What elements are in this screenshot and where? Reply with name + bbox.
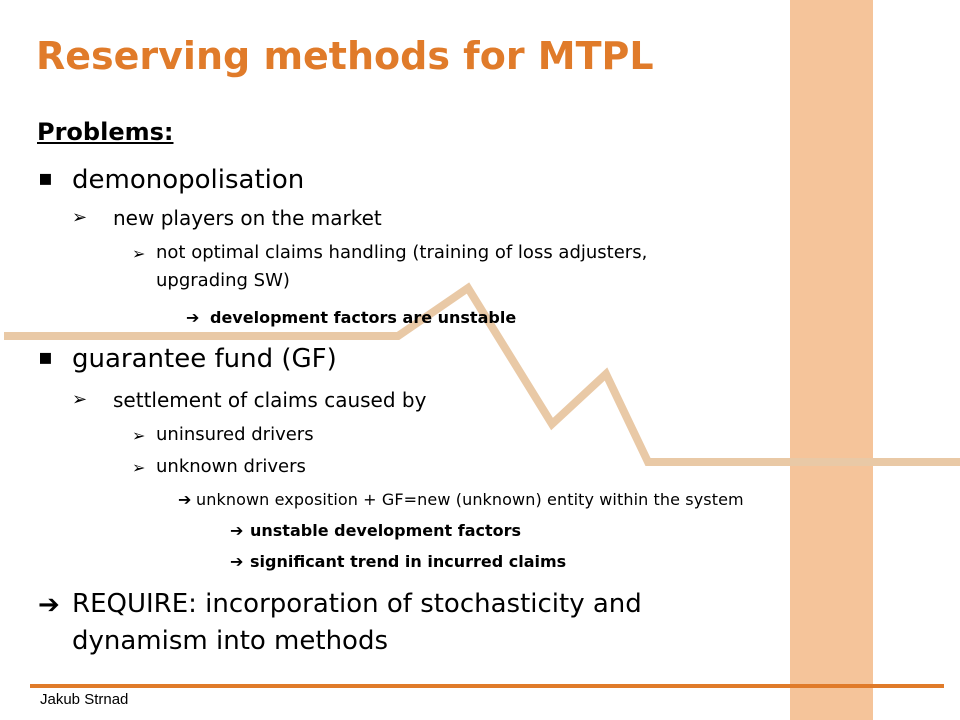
implies-arrow-icon: ➔ xyxy=(230,521,244,540)
result-unstable-development-factors: unstable development factors xyxy=(250,521,522,540)
arrowhead-bullet-icon: ➢ xyxy=(132,458,146,477)
footer-author: Jakub Strnad xyxy=(40,691,129,708)
conclusion-unknown-exposition: unknown exposition + GF=new (unknown) entity within the system xyxy=(196,490,744,509)
sub-sub-item-unknown-drivers: unknown drivers xyxy=(156,456,306,477)
implies-arrow-icon: ➔ xyxy=(38,590,60,620)
arrowhead-bullet-icon: ➢ xyxy=(132,244,146,263)
item-guarantee-fund: guarantee fund (GF) xyxy=(72,344,337,374)
arrowhead-bullet-icon: ➢ xyxy=(132,426,146,445)
sub-sub-item-uninsured-drivers: uninsured drivers xyxy=(156,424,314,445)
sub-item-new-players: new players on the market xyxy=(113,206,382,230)
implies-arrow-icon: ➔ xyxy=(178,490,192,509)
arrowhead-bullet-icon: ➢ xyxy=(72,389,88,410)
implies-arrow-icon: ➔ xyxy=(230,552,244,571)
square-bullet-icon: ▪ xyxy=(38,345,53,370)
require-statement-line2: dynamism into methods xyxy=(72,626,389,656)
implies-arrow-icon: ➔ xyxy=(186,308,200,327)
sub-sub-item-claims-handling-line1: not optimal claims handling (training of loss adjusters, xyxy=(156,242,648,263)
conclusion-development-factors-unstable: development factors are unstable xyxy=(210,308,517,327)
sub-sub-item-claims-handling-line2: upgrading SW) xyxy=(156,270,290,291)
result-significant-trend: significant trend in incurred claims xyxy=(250,552,567,571)
problems-heading: Problems: xyxy=(37,118,174,146)
require-statement-line1: REQUIRE: incorporation of stochasticity and xyxy=(72,589,642,619)
square-bullet-icon: ▪ xyxy=(38,166,53,191)
item-demonopolisation: demonopolisation xyxy=(72,165,305,195)
slide-title: Reserving methods for MTPL xyxy=(36,34,654,78)
arrowhead-bullet-icon: ➢ xyxy=(72,207,88,228)
footer-divider xyxy=(30,684,944,688)
sub-item-settlement: settlement of claims caused by xyxy=(113,388,427,412)
